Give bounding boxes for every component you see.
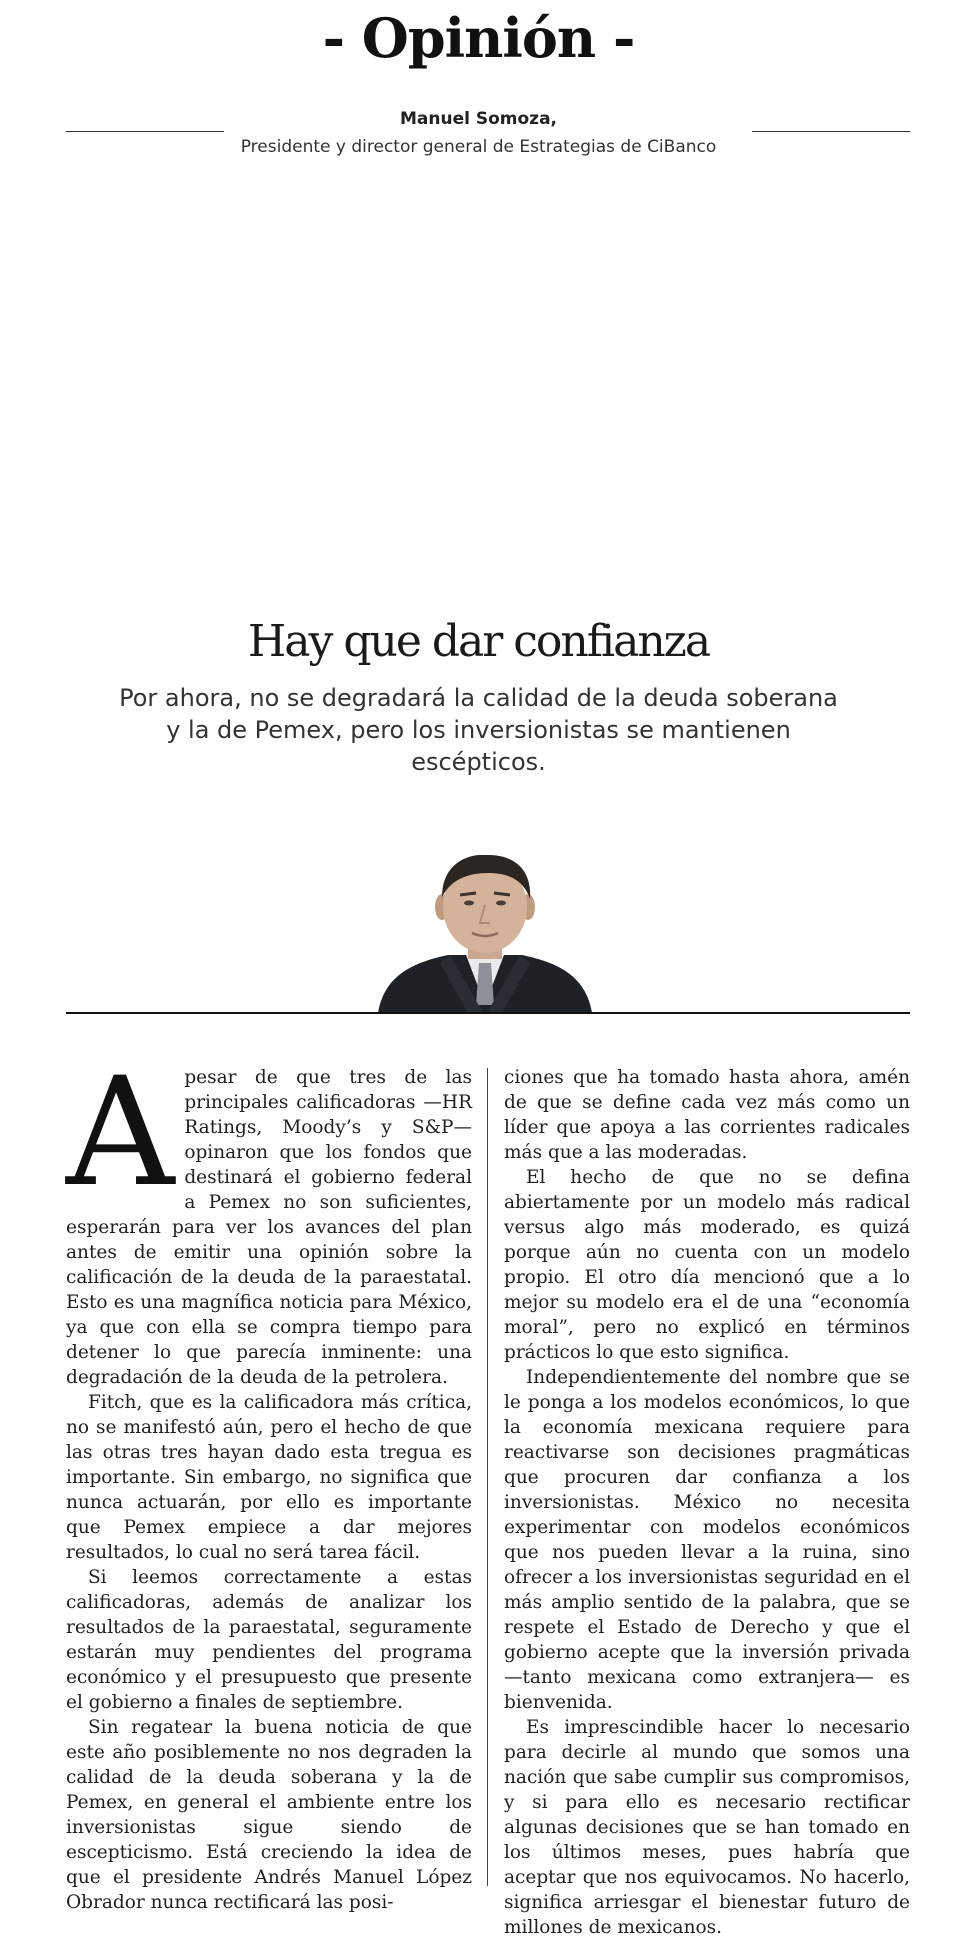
dropcap: A [66, 1046, 175, 1220]
paragraph: pesar de que tres de las principales calificadoras —HR Ratings, Moody’s y S&P— opinaron que los fondos que destinará el gobierno federal a Pemex no son suficientes, esperarán para ver los avances del plan antes de emitir una opinión sobre la calificación de la deuda de la paraestatal. Esto es una magnífica noticia para México, ya que con ella se compra tiempo para detener lo que parecía inminente: una degradación de la deuda de la petrolera. [66, 1067, 472, 1388]
paragraph: ciones que ha tomado hasta ahora, amén de que se define cada vez más como un líder que apoya a las corrientes radicales más que a las moderadas. [504, 1067, 910, 1163]
main-rule [66, 1012, 910, 1014]
paragraph: Si leemos correctamente a estas calificadoras, además de analizar los resultados de la paraestatal, seguramente estarán muy pendientes del programa económico y el presupuesto que presente el gobierno a finales de septiembre. [66, 1567, 472, 1713]
article-dek [100, 682, 857, 778]
section-title: - Opinión - [322, 6, 635, 70]
dek-line: y la de Pemex, pero los inversionistas se mantienen escépticos. [166, 716, 791, 776]
dek-line: Por ahora, no se degradará la calidad de la deuda soberana [119, 684, 838, 712]
paragraph: Fitch, que es la calificadora más crítica, no se manifestó aún, pero el hecho de que las otras tres hayan dado esta tregua es importante. Sin embargo, no significa que nunca actuarán, por ello es importante que Pemex empiece a dar mejores resultados, lo cual no será tarea fácil. [66, 1392, 472, 1563]
article-headline: Hay que dar confianza [247, 616, 710, 667]
author-name: Manuel Somoza, [399, 109, 557, 129]
author-portrait [370, 855, 600, 1013]
paragraph: El hecho de que no se defina abiertamente por un modelo más radical versus algo más moderado, es quizá porque aún no cuenta con un modelo propio. El otro día mencionó que a lo mejor su modelo era el de una “economía moral”, pero no explicó en términos prácticos lo que esto significa. [504, 1167, 910, 1363]
author-role: Presidente y director general de Estrategias de CiBanco [240, 137, 717, 157]
paragraph: Sin regatear la buena noticia de que este año posiblemente no nos degraden la calidad de la deuda soberana y la de Pemex, en general el ambiente entre los inversionistas sigue siendo de escepticismo. Está creciendo la idea de que el presidente Andrés Manuel López Obrador nunca rectificará las posi- [66, 1717, 472, 1913]
byline-rule-left [66, 131, 224, 132]
article-column-left [66, 1046, 472, 1915]
byline-rule-right [752, 131, 910, 132]
paragraph: Independientemente del nombre que se le ponga a los modelos económicos, lo que la economía mexicana requiere para reactivarse son decisiones pragmáticas que procuren dar confianza a los inversionistas. México no necesita experimentar con modelos económicos que nos pueden llevar a la ruina, sino ofrecer a los inversionistas seguridad en el más amplio sentido de la palabra, que se respete el Estado de Derecho y que el gobierno acepte que la inversión privada —tanto mexicana como extranjera— es bienvenida. [504, 1367, 910, 1713]
article-column-right [504, 1065, 910, 1940]
column-divider [487, 1068, 488, 1886]
paragraph: Es imprescindible hacer lo necesario para decirle al mundo que somos una nación que sabe cumplir sus compromisos, y si para ello es necesario rectificar algunas decisiones que se han tomado en los últimos meses, pues habría que aceptar que nos equivocamos. No hacerlo, significa arriesgar el bienestar futuro de millones de mexicanos. [504, 1717, 910, 1938]
